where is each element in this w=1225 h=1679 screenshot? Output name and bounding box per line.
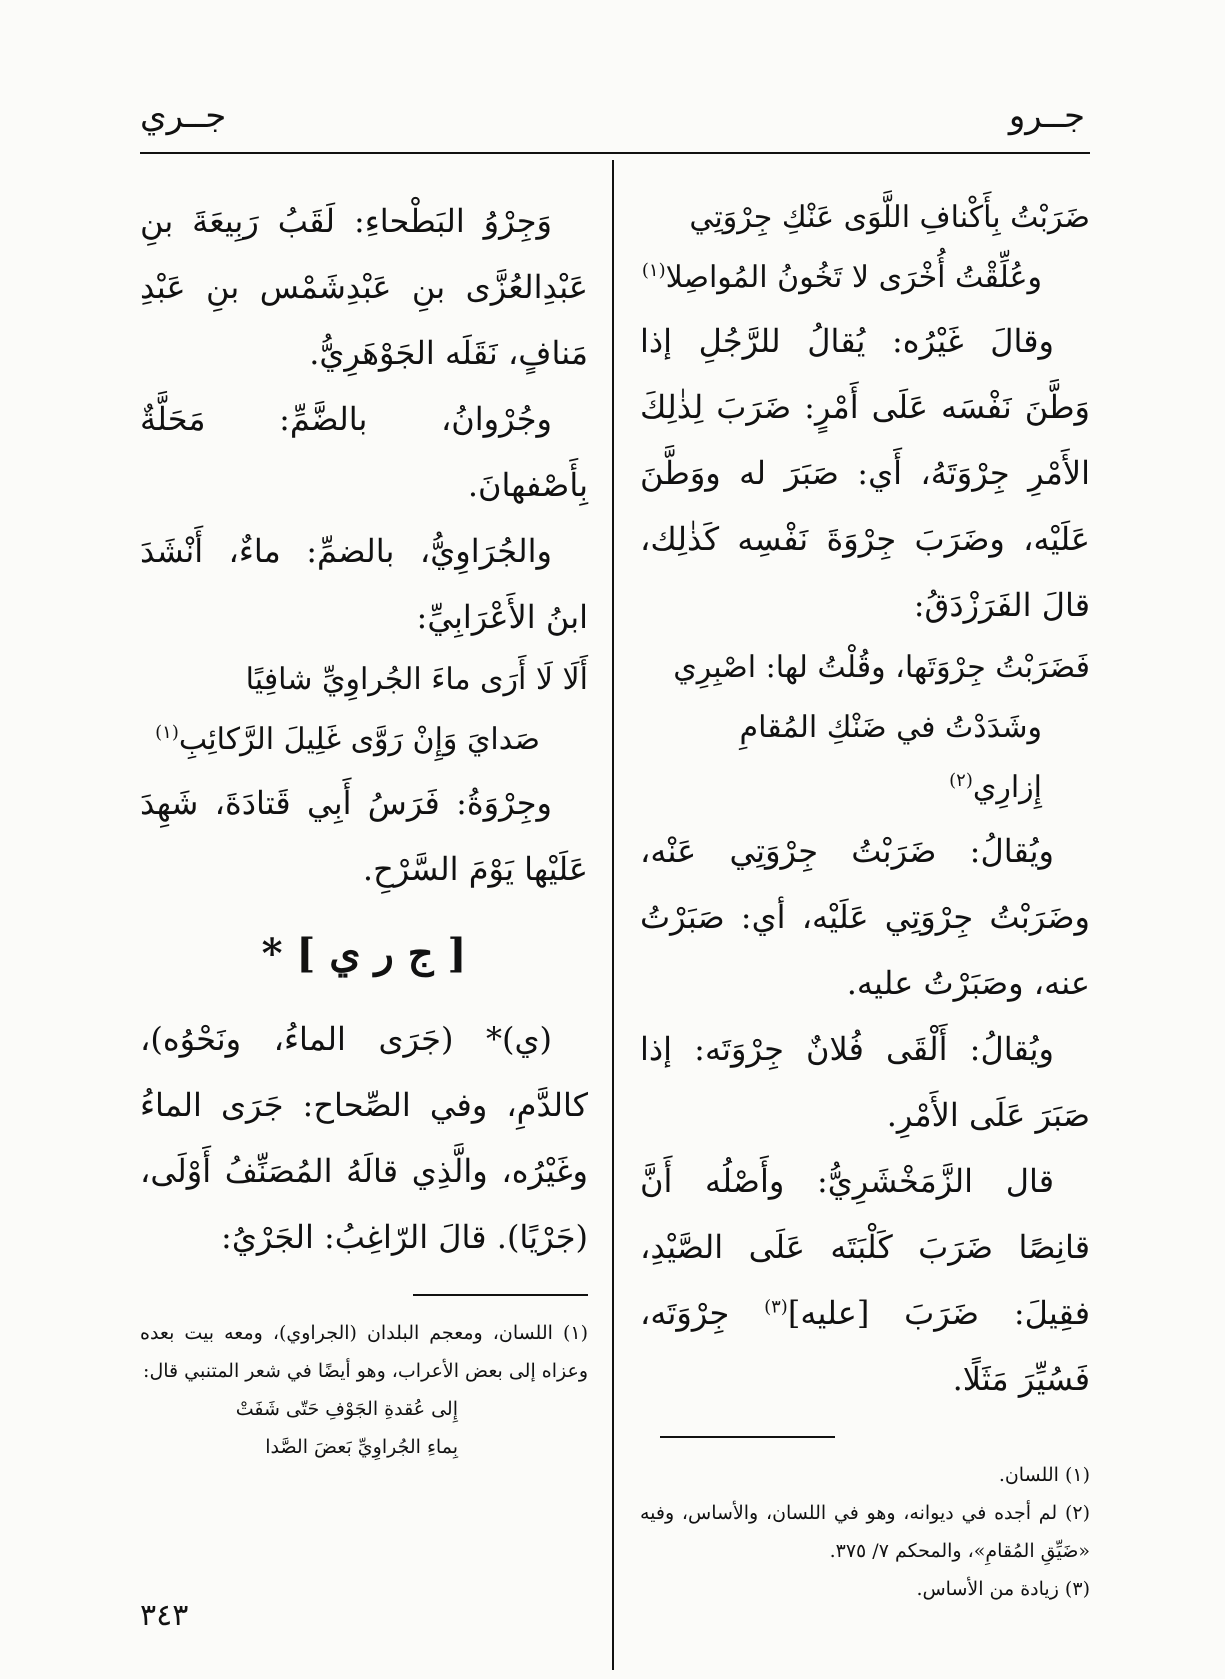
- verse-line: أَلَا لَا أَرَى ماءَ الجُراوِيِّ شافِيًا: [245, 662, 588, 697]
- footnote-rule: [413, 1294, 588, 1296]
- footnote: (١) اللسان، ومعجم البلدان (الجراوي)، ومعه بيت بعده وعزاه إلى بعض الأعراب، وهو أيضًا في شعر المتنبي قال:: [140, 1322, 588, 1382]
- footnote-marker: (١): [155, 722, 179, 743]
- verse-text: وشَدَدْتُ في ضَنْكِ المُقامِ إِزارِي: [739, 710, 1042, 805]
- verse-line: [640, 248, 1090, 308]
- footnote-rule: [660, 1436, 835, 1438]
- paragraph: وَجِرْوُ البَطْحاءِ: لَقَبُ رَبِيعَةَ بنِ عَبْدِالعُزَّى بنِ عَبْدِشَمْس بنِ عَبْدِ مَنافٍ، نَقَلَه الجَوْهَرِيُّ.: [140, 202, 588, 372]
- footnote: (٢) لم أجده في ديوانه، وهو في اللسان، والأساس، وفيه «ضَيِّقِ المُقامِ»، والمحكم ٧/ ٣٧٥.: [640, 1502, 1090, 1562]
- footnote-marker: (٢): [949, 770, 973, 791]
- footnote-marker: (٣): [764, 1296, 788, 1318]
- verse-text: وعُلِّقْتُ أُخْرَى لا تَخُونُ المُواصِلا: [665, 260, 1042, 295]
- verse-line: [640, 698, 1090, 818]
- page-number: ٣٤٣: [140, 1598, 189, 1633]
- paragraph: (ي)* (جَرَى الماءُ، ونَحْوُه)، كالدَّمِ، وفي الصِّحاح: جَرَى الماءُ وغَيْرُه، والَّذِي قالَهُ المُصَنِّفُ أَوْلَى، (جَرْيًا). قالَ الرّاغِبُ: الجَرْيُ:: [140, 1020, 588, 1256]
- paragraph: وجُرْوانُ، بالضَّمِّ: مَحَلَّةٌ بِأَصْفهانَ.: [140, 400, 588, 504]
- footnote: (٣) زيادة من الأساس.: [916, 1578, 1090, 1600]
- column-divider: [612, 160, 614, 1670]
- paragraph: والجُرَاوِيُّ، بالضمِّ: ماءٌ، أَنْشَدَ ابنُ الأَعْرَابِيِّ:: [140, 532, 588, 636]
- left-column: [140, 188, 588, 1466]
- paragraph-text: قال الزَّمَخْشَرِيُّ: وأَصْلُه أَنَّ قانِصًا ضَرَبَ كَلْبَتَه عَلَى الصَّيْدِ، فقِيلَ: ضَرَبَ [عليه]: [640, 1162, 1091, 1332]
- footnote-verse: إِلى عُقدةِ الجَوْفِ حَتّى شَفَتْ: [235, 1398, 458, 1420]
- verse-line: [140, 710, 588, 770]
- footnote: (١) اللسان.: [998, 1464, 1090, 1486]
- footnote-verse: بِماءِ الجُراوِيِّ بَعضَ الصَّدا: [265, 1436, 458, 1458]
- paragraph: [640, 1148, 1090, 1412]
- running-header-right: جــرو: [1008, 96, 1085, 136]
- paragraph: وجِرْوَةُ: فَرَسُ أَبِي قَتادَةَ، شَهِدَ عَلَيْها يَوْمَ السَّرْحِ.: [140, 784, 588, 888]
- verse-line: ضَرَبْتُ بِأَكْنافِ اللَّوَى عَنْكِ جِرْوَتِي: [689, 200, 1090, 235]
- section-heading: [ ج ر ي ] *: [261, 930, 467, 977]
- paragraph: ويُقالُ: أَلْقَى فُلانٌ جِرْوَتَه: إذا صَبَرَ عَلَى الأَمْرِ.: [640, 1030, 1090, 1134]
- verse-text: صَدايَ وَإِنْ رَوَّى غَلِيلَ الرَّكائِبِ: [178, 722, 540, 757]
- paragraph: وقالَ غَيْرُه: يُقالُ للرَّجُلِ إذا وَطَّنَ نَفْسَه عَلَى أَمْرٍ: ضَرَبَ لِذٰلِكَ الأَمْرِ جِرْوَتَهُ، أَي: صَبَرَ له ووَطَّنَ عَلَيْه، وضَرَبَ جِرْوَةَ نَفْسِه كَذٰلِك، قالَ الفَرَزْدَقُ:: [640, 322, 1090, 624]
- right-column: [640, 188, 1090, 1608]
- header-rule: [140, 152, 1090, 154]
- running-header-left: جــري: [140, 96, 227, 136]
- footnote-marker: (١): [641, 260, 666, 281]
- verse-line: فَضَرَبْتُ جِرْوَتَها، وقُلْتُ لها: اصْبِرِي: [673, 650, 1090, 685]
- paragraph: ويُقالُ: ضَرَبْتُ جِرْوَتِي عَنْه، وضَرَبْتُ جِرْوَتِي عَلَيْه، أي: صَبَرْتُ عنه، وصَبَرْتُ عليه.: [640, 832, 1090, 1002]
- paragraph-text: جِرْوَتَه، فَسُيِّرَ مَثَلًا.: [640, 1294, 1090, 1398]
